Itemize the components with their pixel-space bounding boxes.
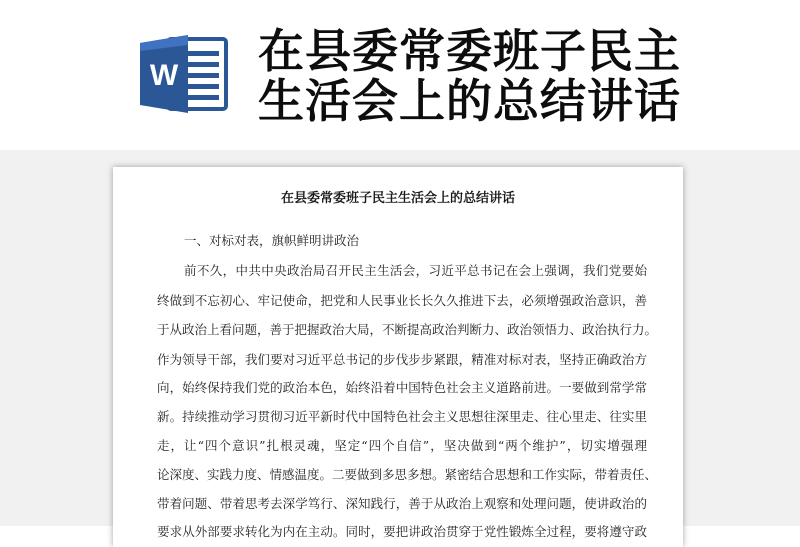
document-title: 在县委常委班子民主生活会上的总结讲话 [280,191,515,206]
page-title [258,26,778,126]
page-title-line-2: 生活会上的总结讲话 [258,74,681,128]
paragraph-line: 前不久，中共中央政治局召开民主生活会，习近平总书记在会上强调，我们党要始 [184,263,647,278]
page-title-line-1: 在县委常委班子民主 [258,24,681,78]
paragraph-line: 于从政治上看问题，善于把握政治大局，不断提高政治判断力、政治领悟力、政治执行力。 [157,322,658,337]
document-page [113,167,683,547]
paragraph-line: 终做到不忘初心、牢记使命，把党和人民事业长长久久推进下去，必须增强政治意识，善 [157,293,647,308]
paragraph-line: 向，始终保持我们党的政治本色，始终沿着中国特色社会主义道路前进。一要做到常学常 [157,380,647,395]
paragraph-line: 带着问题、带着思考去深学笃行、深知践行，善于从政治上观察和处理问题，使讲政治的 [157,496,647,511]
paragraph-line: 要求从外部要求转化为内在主动。同时，要把讲政治贯穿于党性锻炼全过程，要将遵守政 [157,524,647,539]
paragraph-line: 作为领导干部，我们要对习近平总书记的步伐步步紧跟，精准对标对表，坚持正确政治方 [157,352,647,367]
word-icon [140,33,230,115]
paragraph-line: 论深度、实践力度、情感温度。二要做到多思多想。紧密结合思想和工作实际，带着责任、 [157,467,658,482]
header-banner [0,0,800,150]
paragraph-line: 走，让“四个意识”扎根灵魂，坚定“四个自信”，坚决做到“两个维护”，切实增强理 [157,438,647,453]
section-heading: 一、对标对表，旗帜鲜明讲政治 [184,233,360,248]
svg-text:W: W [149,59,179,92]
paragraph-line: 新。持续推动学习贯彻习近平新时代中国特色社会主义思想往深里走、往心里走、往实里 [157,409,647,424]
